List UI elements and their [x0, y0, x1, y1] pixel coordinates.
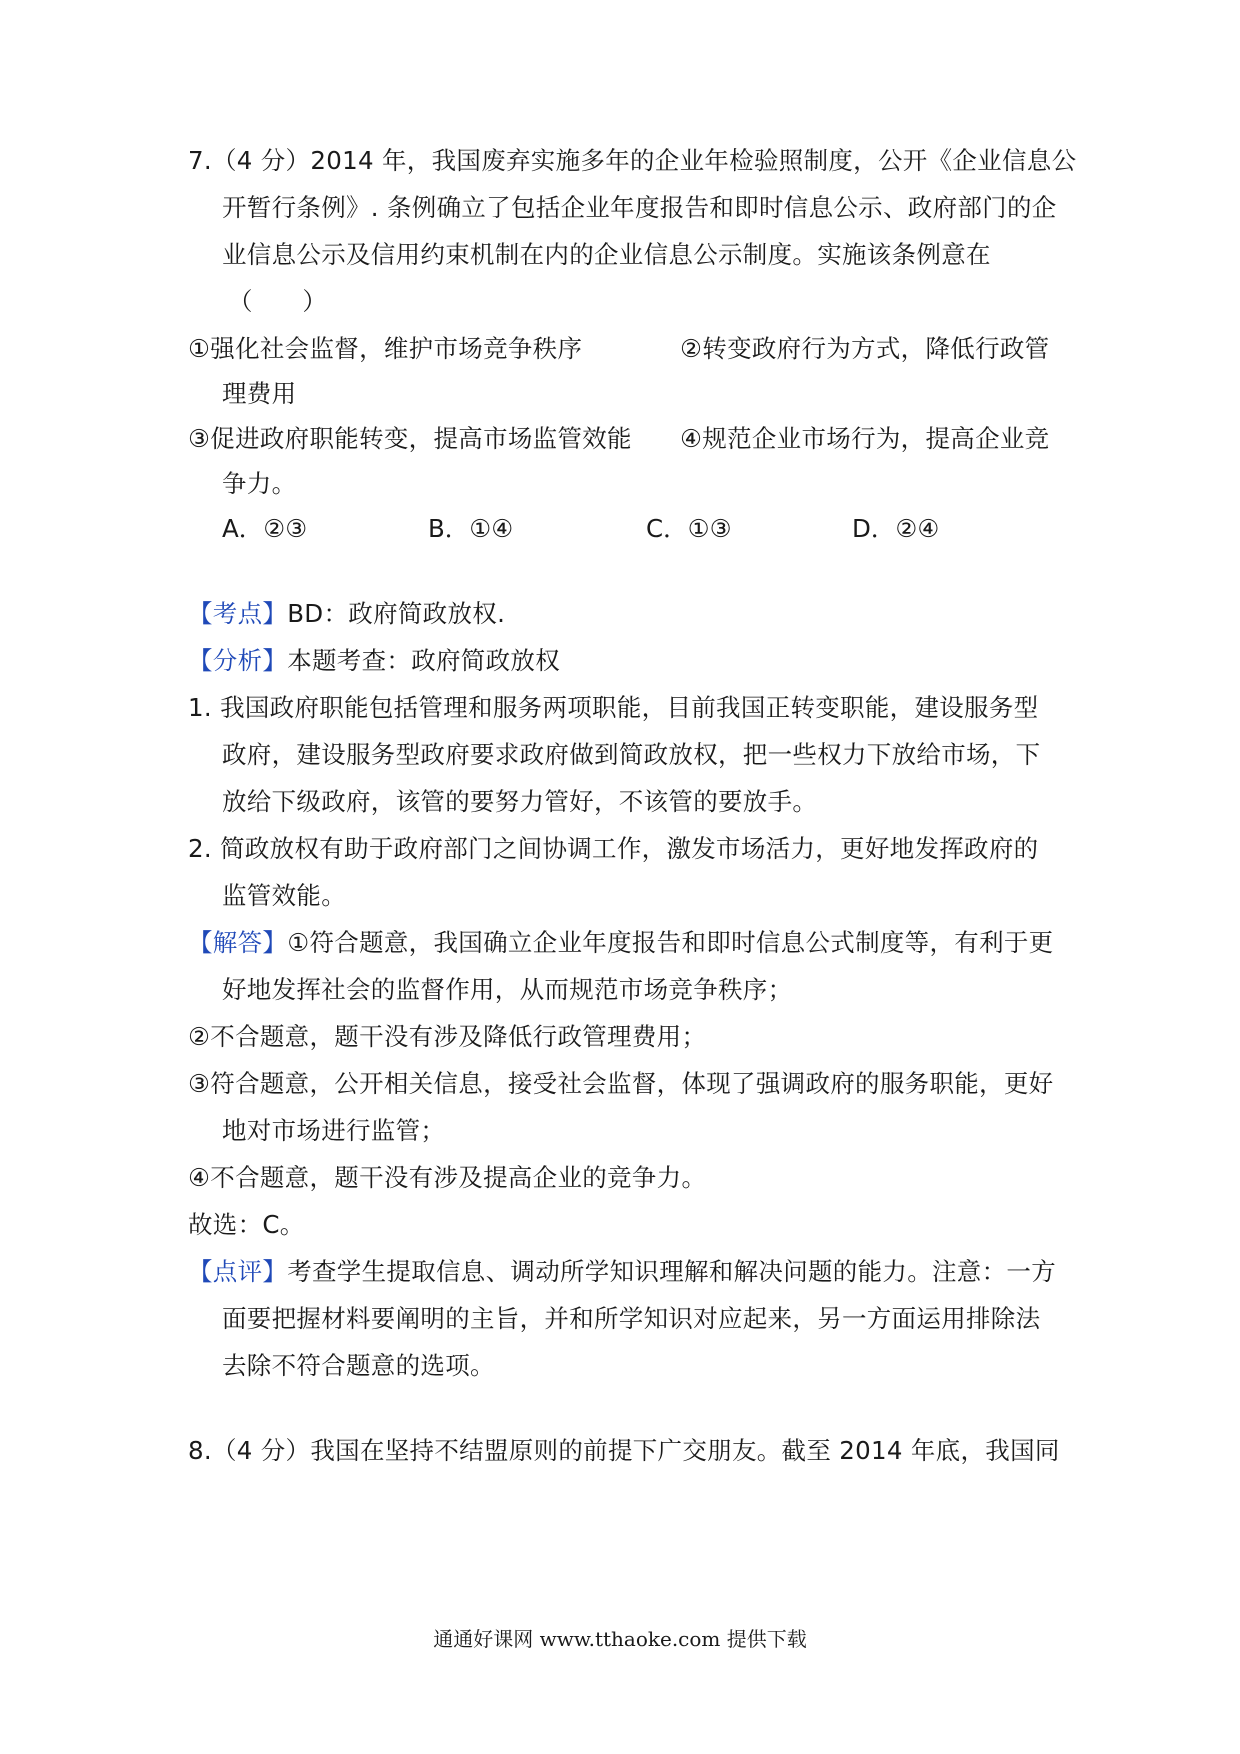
fenxi-text: 本题考查：政府简政放权 — [287, 646, 561, 675]
q7-choice-c: C．①③ — [646, 514, 732, 543]
kaodian-tag: 【考点】 — [188, 599, 288, 628]
jieda-line-3: ②不合题意，题干没有涉及降低行政管理费用； — [188, 1022, 707, 1051]
analysis-point-1-line-2: 政府，建设服务型政府要求政府做到简政放权，把一些权力下放给市场，下 — [222, 740, 1041, 769]
jieda-line-5: 地对市场进行监管； — [222, 1116, 446, 1145]
q7-option-2: ②转变政府行为方式，降低行政管 — [680, 334, 1050, 363]
q8-line-1: 8.（4 分）我国在坚持不结盟原则的前提下广交朋友。截至 2014 年底，我国同 — [188, 1436, 1060, 1465]
q7-option-4: ④规范企业市场行为，提高企业竞 — [680, 424, 1050, 453]
analysis-point-1-line-3: 放给下级政府，该管的要努力管好，不该管的要放手。 — [222, 787, 818, 816]
q7-answer-blank: （ ） — [228, 287, 328, 316]
answer-selection: 故选：C。 — [188, 1210, 305, 1239]
dianping-line-2: 面要把握材料要阐明的主旨，并和所学知识对应起来，另一方面运用排除法 — [222, 1304, 1041, 1333]
analysis-point-2-line-1: 2. 简政放权有助于政府部门之间协调工作，激发市场活力，更好地发挥政府的 — [188, 834, 1039, 863]
fenxi-row — [188, 644, 560, 678]
q7-choice-b: B．①④ — [428, 514, 514, 543]
q7-option-3: ③促进政府职能转变，提高市场监管效能 — [188, 424, 632, 453]
dianping-line-3: 去除不符合题意的选项。 — [222, 1351, 495, 1380]
jieda-row — [188, 926, 1053, 960]
analysis-point-1-line-1: 1. 我国政府职能包括管理和服务两项职能，目前我国正转变职能，建设服务型 — [188, 693, 1039, 722]
jieda-line-2: 好地发挥社会的监督作用，从而规范市场竞争秩序； — [222, 975, 793, 1004]
dianping-tag: 【点评】 — [188, 1257, 288, 1286]
fenxi-tag: 【分析】 — [188, 646, 288, 675]
q7-option-1: ①强化社会监督，维护市场竞争秩序 — [188, 334, 583, 363]
q7-line-2: 开暂行条例》. 条例确立了包括企业年度报告和即时信息公示、政府部门的企 — [222, 193, 1057, 222]
analysis-point-2-line-2: 监管效能。 — [222, 881, 346, 910]
jieda-tag: 【解答】 — [188, 928, 288, 957]
q7-option-4-cont: 争力。 — [222, 469, 297, 498]
q7-choice-a: A．②③ — [222, 514, 308, 543]
dianping-text: 考查学生提取信息、调动所学知识理解和解决问题的能力。注意：一方 — [287, 1257, 1056, 1286]
q7-choice-d: D．②④ — [852, 514, 940, 543]
q7-line-1: 7.（4 分）2014 年，我国废弃实施多年的企业年检验照制度，公开《企业信息公 — [188, 146, 1077, 175]
page-footer: 通通好课网 www.tthaoke.com 提供下载 — [433, 1627, 807, 1651]
q7-option-2-cont: 理费用 — [222, 379, 297, 408]
dianping-row — [188, 1255, 1056, 1289]
kaodian-text: BD：政府简政放权. — [287, 599, 506, 628]
jieda-text: ①符合题意，我国确立企业年度报告和即时信息公式制度等，有利于更 — [287, 928, 1054, 957]
kaodian-row — [188, 597, 505, 631]
q7-line-3: 业信息公示及信用约束机制在内的企业信息公示制度。实施该条例意在 — [222, 240, 991, 269]
jieda-line-4: ③符合题意，公开相关信息，接受社会监督，体现了强调政府的服务职能，更好 — [188, 1069, 1054, 1098]
jieda-line-6: ④不合题意，题干没有涉及提高企业的竞争力。 — [188, 1163, 707, 1192]
